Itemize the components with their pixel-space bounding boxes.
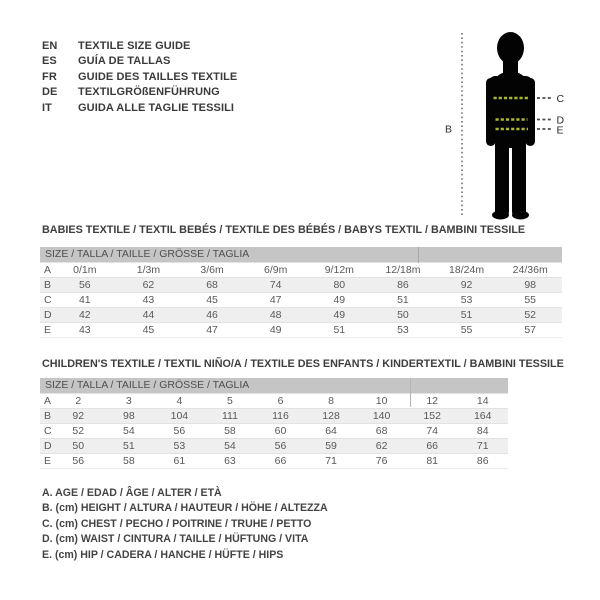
- table-cell: 49: [269, 324, 282, 336]
- babies-size-table: [40, 247, 562, 338]
- table-cell: 14: [476, 395, 489, 407]
- table-cell: 6: [277, 395, 284, 407]
- table-cell: 84: [476, 425, 489, 437]
- row-label: D: [44, 440, 52, 452]
- table-cell: 58: [122, 455, 135, 467]
- table-row: [40, 408, 508, 423]
- table-cell: 10: [375, 395, 388, 407]
- table-cell: 56: [173, 425, 186, 437]
- language-row: [42, 101, 237, 116]
- table-cell: 51: [460, 309, 473, 321]
- language-row: [42, 70, 237, 85]
- language-title: GUÍA DE TALLAS: [78, 55, 171, 68]
- table-cell: 66: [274, 455, 287, 467]
- language-list: [42, 39, 237, 116]
- legend-line: B. (cm) HEIGHT / ALTURA / HAUTEUR / HÖHE / ALTEZZA: [42, 502, 328, 515]
- table-cell: 62: [375, 440, 388, 452]
- table-cell: 12/18m: [385, 264, 421, 276]
- table-cell: 59: [325, 440, 337, 452]
- table-cell: 54: [224, 440, 236, 452]
- table-cell: 51: [333, 324, 346, 336]
- table-cell: 66: [426, 440, 438, 452]
- table-cell: 3: [125, 395, 132, 407]
- table-cell: 49: [333, 294, 346, 306]
- row-label: D: [44, 309, 52, 321]
- table-cell: 76: [375, 455, 388, 467]
- table-cell: 56: [72, 455, 85, 467]
- measurement-legend: [42, 486, 328, 563]
- table-cell: 58: [224, 425, 236, 437]
- waist-label: D: [556, 114, 565, 127]
- babies-section-title: BABIES TEXTILE / TEXTIL BEBÉS / TEXTILE DES BÉBÉS / BABYS TEXTIL / BAMBINI TESSILE: [42, 224, 526, 236]
- table-cell: 86: [476, 455, 489, 467]
- table-cell: 152: [423, 410, 441, 422]
- table-cell: 50: [72, 440, 85, 452]
- chest-label: C: [556, 93, 565, 105]
- children-size-header: SIZE / TALLA / TAILLE / GRÖSSE / TAGLIA: [40, 378, 508, 393]
- silhouette-right-foot: [512, 211, 529, 220]
- table-cell: 51: [397, 294, 409, 306]
- table-cell: 12: [426, 395, 438, 407]
- silhouette-left-foot: [492, 211, 509, 220]
- legend-line: E. (cm) HIP / CADERA / HANCHE / HÜFTE / HIPS: [42, 548, 284, 561]
- table-cell: 2: [75, 395, 82, 407]
- table-cell: 62: [142, 279, 155, 291]
- table-cell: 44: [142, 309, 155, 321]
- table-row: [40, 262, 562, 277]
- child-measurement-figure: [440, 15, 575, 230]
- table-cell: 71: [325, 455, 337, 467]
- legend-line: D. (cm) WAIST / CINTURA / TAILLE / HÜFTUNG / VITA: [42, 533, 309, 546]
- table-cell: 71: [476, 440, 489, 452]
- table-cell: 140: [372, 410, 391, 422]
- table-cell: 54: [122, 425, 135, 437]
- table-cell: 61: [173, 455, 186, 467]
- table-cell: 43: [142, 294, 155, 306]
- table-cell: 52: [524, 309, 537, 321]
- language-title: TEXTILE SIZE GUIDE: [78, 40, 191, 52]
- table-cell: 56: [274, 440, 287, 452]
- table-cell: 47: [206, 324, 218, 336]
- table-cell: 50: [397, 309, 409, 321]
- table-cell: 8: [328, 395, 334, 407]
- silhouette-left-leg: [495, 129, 509, 218]
- table-cell: 60: [274, 425, 287, 437]
- legend-line: A. AGE / EDAD / ÂGE / ALTER / ETÀ: [42, 487, 222, 499]
- children-size-table: [40, 378, 508, 469]
- table-cell: 80: [333, 279, 346, 291]
- table-cell: 4: [176, 395, 183, 407]
- legend-line: C. (cm) CHEST / PECHO / POITRINE / TRUHE / PETTO: [42, 517, 312, 530]
- language-code: DE: [42, 86, 58, 99]
- table-cell: 74: [426, 425, 438, 437]
- table-cell: 53: [397, 324, 409, 336]
- language-code: EN: [42, 40, 58, 52]
- table-cell: 0/1m: [73, 264, 97, 276]
- children-section-title: CHILDREN'S TEXTILE / TEXTIL NIÑO/A / TEXTILE DES ENFANTS / KINDERTEXTIL / BAMBINI TESSILE: [42, 358, 564, 370]
- table-cell: 18/24m: [449, 264, 485, 276]
- table-cell: 164: [473, 410, 492, 422]
- table-cell: 43: [78, 324, 91, 336]
- language-title: TEXTILGRÖßENFÜHRUNG: [78, 86, 220, 99]
- silhouette-left-arm: [486, 78, 496, 146]
- children-table-rows: [40, 393, 508, 468]
- table-cell: 111: [221, 410, 238, 422]
- table-cell: 56: [78, 279, 91, 291]
- row-label: E: [44, 455, 52, 467]
- language-title: GUIDE DES TAILLES TEXTILE: [78, 70, 238, 83]
- table-cell: 98: [524, 279, 537, 291]
- table-cell: 24/36m: [512, 264, 548, 276]
- hip-label: E: [556, 124, 564, 137]
- row-label: B: [44, 410, 52, 422]
- language-code: IT: [42, 101, 52, 114]
- table-cell: 1/3m: [136, 264, 161, 276]
- table-cell: 86: [397, 279, 409, 291]
- child-silhouette: [486, 32, 535, 220]
- language-code: FR: [42, 70, 57, 83]
- table-row: [40, 453, 508, 468]
- table-cell: 5: [227, 395, 233, 407]
- table-cell: 55: [524, 294, 537, 306]
- table-row: [40, 438, 508, 453]
- table-cell: 42: [78, 309, 91, 321]
- table-cell: 9/12m: [324, 264, 354, 276]
- table-row: [40, 307, 562, 322]
- table-row: [40, 322, 562, 337]
- row-label: C: [44, 294, 52, 306]
- language-code: ES: [42, 55, 57, 68]
- language-row: [42, 54, 237, 69]
- babies-table-rows: [40, 262, 562, 337]
- babies-table-divider-line: [418, 247, 419, 263]
- child-silhouette-illustration: [440, 15, 575, 230]
- table-cell: 53: [173, 440, 186, 452]
- table-cell: 49: [333, 309, 346, 321]
- table-cell: 104: [170, 410, 189, 422]
- table-cell: 74: [269, 279, 282, 291]
- language-title: GUIDA ALLE TAGLIE TESSILI: [78, 101, 235, 114]
- table-cell: 47: [269, 294, 282, 306]
- table-cell: 41: [78, 294, 91, 306]
- table-cell: 55: [460, 324, 473, 336]
- children-table-divider-line: [410, 378, 411, 407]
- table-cell: 3/6m: [200, 264, 224, 276]
- table-cell: 48: [269, 309, 282, 321]
- table-cell: 53: [460, 294, 473, 306]
- row-label: C: [44, 425, 52, 437]
- table-cell: 63: [224, 455, 236, 467]
- table-cell: 98: [122, 410, 135, 422]
- table-cell: 57: [524, 324, 537, 336]
- table-cell: 68: [375, 425, 388, 437]
- table-cell: 81: [426, 455, 438, 467]
- language-row: [42, 39, 237, 54]
- table-row: [40, 292, 562, 307]
- table-cell: 68: [206, 279, 218, 291]
- row-label: B: [44, 279, 52, 291]
- table-cell: 45: [206, 294, 218, 306]
- row-label: A: [44, 264, 52, 276]
- table-row: [40, 423, 508, 438]
- babies-size-header: SIZE / TALLA / TAILLE / GRÖSSE / TAGLIA: [40, 247, 562, 262]
- silhouette-neck: [503, 59, 518, 73]
- language-row: [42, 85, 237, 100]
- table-cell: 45: [142, 324, 155, 336]
- table-cell: 116: [272, 410, 289, 422]
- table-cell: 6/9m: [264, 264, 288, 276]
- table-row: [40, 393, 508, 408]
- silhouette-right-leg: [512, 129, 526, 218]
- table-cell: 51: [122, 440, 135, 452]
- table-row: [40, 277, 562, 292]
- table-cell: 128: [322, 410, 340, 422]
- table-cell: 92: [460, 279, 473, 291]
- height-label: B: [445, 123, 453, 136]
- table-cell: 46: [206, 309, 218, 321]
- row-label: A: [44, 395, 52, 407]
- silhouette-right-arm: [526, 78, 536, 146]
- table-cell: 52: [72, 425, 85, 437]
- table-cell: 92: [72, 410, 85, 422]
- table-cell: 64: [325, 425, 337, 437]
- row-label: E: [44, 324, 52, 336]
